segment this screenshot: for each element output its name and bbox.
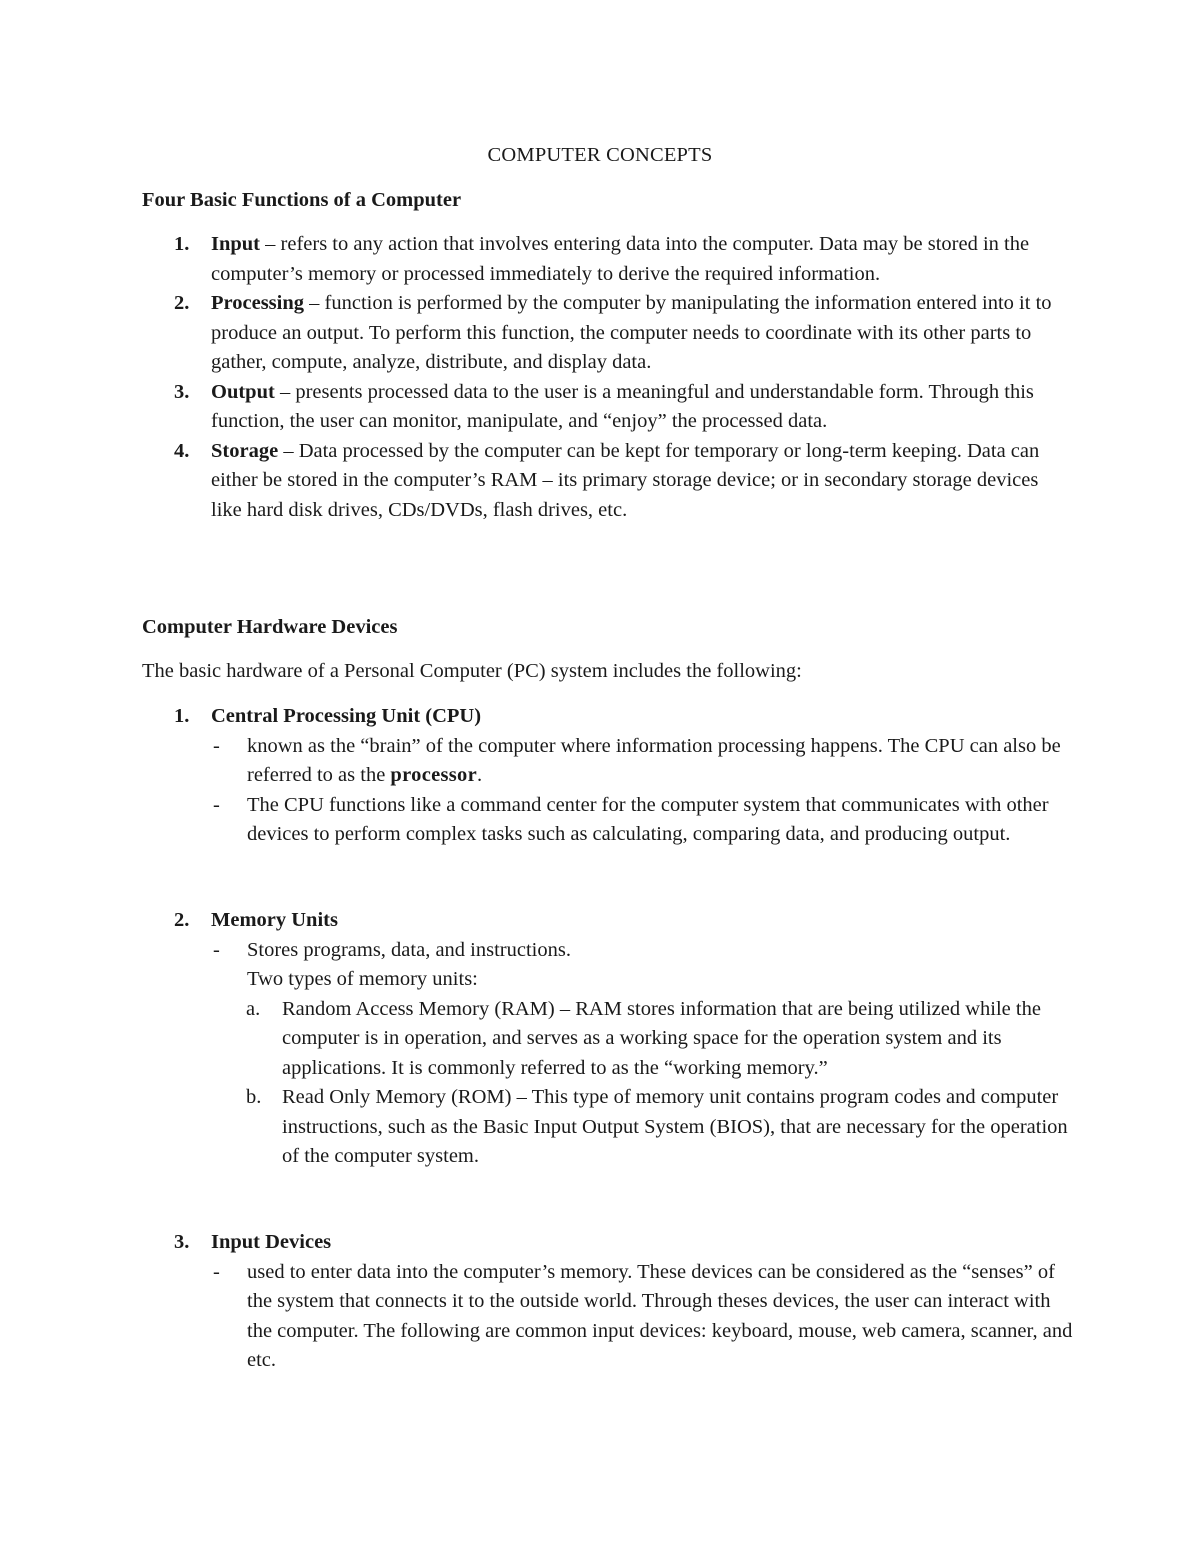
input-devices-bullet-1-text: used to enter data into the computer’s memory. These devices can be considered as the “senses” of the system that connects it to the outside world. Through theses devices, the user can interact with the computer. The following are common input devices: keyboard, mouse, web camera, scanner, and etc. xyxy=(247,1260,1073,1371)
alpha-marker: a. xyxy=(246,997,261,1020)
memory-bullet-1-text: Stores programs, data, and instructions. xyxy=(247,938,571,961)
list-number: 2. xyxy=(174,292,190,314)
memory-block xyxy=(0,906,1200,1172)
cpu-bullet-1-end: . xyxy=(477,764,483,786)
dash-marker: - xyxy=(213,734,220,757)
functions-list xyxy=(0,230,1200,525)
list-number: 3. xyxy=(174,1231,190,1253)
list-item-input-devices xyxy=(0,1228,1071,1258)
list-item-output xyxy=(0,378,1071,437)
list-item-cpu xyxy=(0,702,1071,732)
definition-output: – presents processed data to the user is a meaningful and understandable form. Through this function, the user can monitor, manipulate, and “enjoy” the processed data. xyxy=(211,380,1034,432)
term-cpu: Central Processing Unit (CPU) xyxy=(211,705,482,727)
section-heading-basic-functions: Four Basic Functions of a Computer xyxy=(142,189,462,211)
cpu-block xyxy=(0,702,1200,850)
section-heading-hardware-devices: Computer Hardware Devices xyxy=(142,616,398,638)
processor-term: processor xyxy=(390,764,478,786)
definition-input: – refers to any action that involves entering data into the computer. Data may be stored in the computer’s memory or processed immediately to derive the required information. xyxy=(211,233,1030,285)
definition-processing: – function is performed by the computer by manipulating the information entered into it to produce an output. To perform this function, the computer needs to coordinate with its other parts to gather, compute, analyze, distribute, and display data. xyxy=(211,292,1052,373)
memory-types-intro: Two types of memory units: xyxy=(247,968,478,990)
memory-type-ram xyxy=(0,995,1082,1084)
document-title: COMPUTER CONCEPTS xyxy=(487,144,713,166)
list-number: 1. xyxy=(174,705,190,727)
list-number: 2. xyxy=(174,909,190,931)
term-memory: Memory Units xyxy=(211,909,338,931)
memory-bullet-1 xyxy=(0,936,1077,966)
definition-storage: – Data processed by the computer can be kept for temporary or long-term keeping. Data can either be stored in the computer’s RAM – its primary storage device; or in secondary storage devices like hard disk drives, CDs/DVDs, flash drives, etc. xyxy=(211,439,1040,521)
term-processing: Processing xyxy=(211,292,305,314)
memory-type-ram-text: Random Access Memory (RAM) – RAM stores information that are being utilized while the computer is in operation, and serves as a working space for the operation system and its applications. It is commonly referred to as the “working memory.” xyxy=(282,997,1041,1079)
hardware-intro: The basic hardware of a Personal Computer (PC) system includes the following: xyxy=(142,660,802,682)
memory-type-rom xyxy=(0,1083,1082,1172)
cpu-bullet-1 xyxy=(0,732,1077,791)
list-item-memory xyxy=(0,906,1071,936)
list-number: 1. xyxy=(174,233,190,255)
cpu-bullet-1-text: known as the “brain” of the computer where information processing happens. The CPU can also be referred to as the xyxy=(247,734,1061,786)
term-input: Input xyxy=(211,233,261,255)
dash-marker: - xyxy=(213,1260,220,1283)
list-number: 4. xyxy=(174,439,190,462)
cpu-bullet-2 xyxy=(0,791,1077,850)
term-storage: Storage xyxy=(211,439,279,462)
list-item-processing xyxy=(0,289,1071,378)
memory-type-rom-text: Read Only Memory (ROM) – This type of memory unit contains program codes and computer instructions, such as the Basic Input Output System (BIOS), that are necessary for the operation of the computer system. xyxy=(282,1086,1068,1167)
dash-marker: - xyxy=(213,938,220,961)
list-number: 3. xyxy=(174,380,190,403)
input-devices-block xyxy=(0,1228,1200,1376)
input-devices-bullet-1 xyxy=(0,1258,1077,1376)
term-output: Output xyxy=(211,380,275,403)
alpha-marker: b. xyxy=(246,1086,262,1108)
list-item-input xyxy=(0,230,1071,289)
cpu-bullet-2-text: The CPU functions like a command center for the computer system that communicates with other devices to perform complex tasks such as calculating, comparing data, and producing output. xyxy=(247,793,1049,845)
list-item-storage xyxy=(0,437,1071,526)
term-input-devices: Input Devices xyxy=(211,1231,332,1253)
dash-marker: - xyxy=(213,793,220,816)
